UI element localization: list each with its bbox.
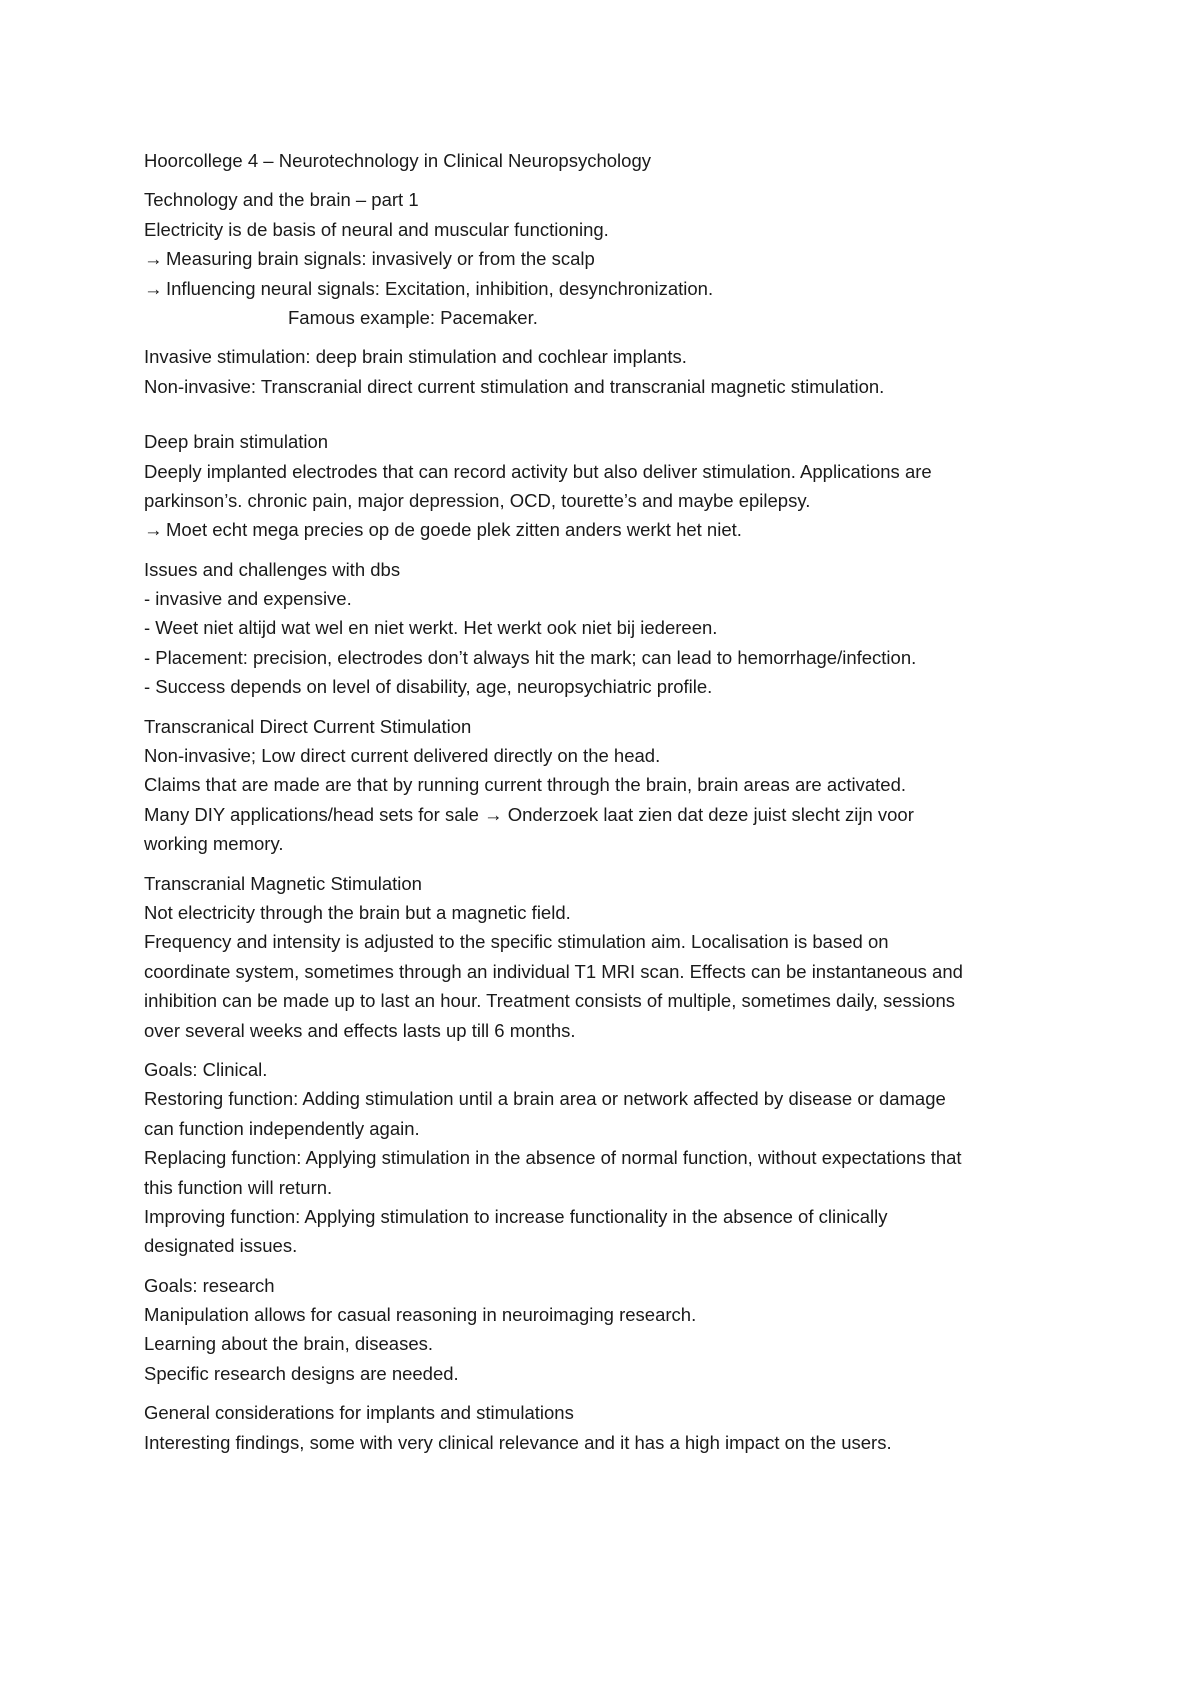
spacer (144, 1045, 1094, 1055)
goals-clinical-line: Replacing function: Applying stimulation in the absence of normal function, without expectations that (144, 1147, 962, 1169)
dbs-arrow-line (144, 515, 1094, 544)
tms-heading: Transcranial Magnetic Stimulation (144, 872, 422, 894)
dbs-heading: Deep brain stimulation (144, 431, 329, 453)
stimulation-invasive: Invasive stimulation: deep brain stimulation and cochlear implants. (144, 346, 687, 368)
spacer (144, 332, 1094, 342)
arrow-icon: → (144, 248, 163, 270)
goals-clinical-line: Improving function: Applying stimulation to increase functionality in the absence of clinically (144, 1205, 888, 1227)
tdcs-line: Claims that are made are that by running current through the brain, brain areas are activated. (144, 774, 907, 796)
goals-research-line: Manipulation allows for casual reasoning in neuroimaging research. (144, 1304, 697, 1326)
goals-clinical-line: Restoring function: Adding stimulation until a brain area or network affected by disease or damage (144, 1088, 946, 1110)
tdcs-line: working memory. (144, 833, 284, 855)
issues-item: - Weet niet altijd wat wel en niet werkt. Het werkt ook niet bij iedereen. (144, 617, 718, 639)
goals-research-heading: Goals: research (144, 1274, 275, 1296)
general-line: Interesting findings, some with very clinical relevance and it has a high impact on the users. (144, 1431, 892, 1453)
spacer (144, 702, 1094, 712)
intro-bullet-influencing (144, 274, 1094, 303)
goals-research-line: Specific research designs are needed. (144, 1362, 459, 1384)
tms-line: Frequency and intensity is adjusted to the specific stimulation aim. Localisation is based on (144, 931, 889, 953)
document-title: Hoorcollege 4 – Neurotechnology in Clinical Neuropsychology (144, 150, 651, 171)
tdcs-line-start: Many DIY applications/head sets for sale (144, 803, 479, 825)
intro-line: Electricity is de basis of neural and muscular functioning. (144, 218, 609, 240)
issues-item: - Success depends on level of disability, age, neuropsychiatric profile. (144, 676, 713, 698)
spacer (144, 1261, 1094, 1271)
goals-clinical-line: this function will return. (144, 1176, 333, 1198)
tms-line: coordinate system, sometimes through an individual T1 MRI scan. Effects can be instantaneous and (144, 960, 963, 982)
intro-bullet-measuring (144, 244, 1094, 273)
goals-clinical-heading: Goals: Clinical. (144, 1058, 268, 1080)
stimulation-noninvasive: Non-invasive: Transcranial direct current stimulation and transcranial magnetic stimulation. (144, 375, 885, 397)
spacer (144, 401, 1094, 427)
tdcs-line (144, 800, 1094, 829)
intro-example: Famous example: Pacemaker. (288, 306, 538, 328)
dbs-arrow-text: Moet echt mega precies op de goede plek zitten anders werkt het niet. (166, 519, 742, 541)
issues-heading: Issues and challenges with dbs (144, 558, 401, 580)
arrow-icon: → (144, 277, 163, 299)
intro-bullet-text: Influencing neural signals: Excitation, inhibition, desynchronization. (166, 277, 714, 299)
spacer (144, 859, 1094, 869)
tdcs-line-end: Onderzoek laat zien dat deze juist slecht zijn voor (507, 803, 914, 825)
tdcs-line: Non-invasive; Low direct current delivered directly on the head. (144, 745, 661, 767)
goals-research-line: Learning about the brain, diseases. (144, 1333, 434, 1355)
arrow-icon: → (144, 519, 163, 541)
spacer (144, 1388, 1094, 1398)
issues-item: - Placement: precision, electrodes don’t always hit the mark; can lead to hemorrhage/infection. (144, 646, 917, 668)
goals-clinical-line: can function independently again. (144, 1117, 420, 1139)
intro-bullet-text: Measuring brain signals: invasively or from the scalp (166, 248, 595, 270)
dbs-line: parkinson’s. chronic pain, major depression, OCD, tourette’s and maybe epilepsy. (144, 489, 811, 511)
dbs-line: Deeply implanted electrodes that can record activity but also deliver stimulation. Applications are (144, 460, 932, 482)
arrow-icon: → (484, 803, 503, 825)
tms-line: inhibition can be made up to last an hour. Treatment consists of multiple, sometimes daily, sessions (144, 990, 955, 1012)
tms-line: over several weeks and effects lasts up till 6 months. (144, 1019, 576, 1041)
spacer (144, 175, 1094, 185)
issues-item: - invasive and expensive. (144, 588, 352, 610)
goals-clinical-line: designated issues. (144, 1235, 298, 1257)
document-body (144, 146, 1094, 1457)
tdcs-heading: Transcranical Direct Current Stimulation (144, 715, 472, 737)
intro-heading: Technology and the brain – part 1 (144, 189, 419, 211)
spacer (144, 545, 1094, 555)
tms-line: Not electricity through the brain but a magnetic field. (144, 901, 571, 923)
general-heading: General considerations for implants and stimulations (144, 1402, 574, 1424)
